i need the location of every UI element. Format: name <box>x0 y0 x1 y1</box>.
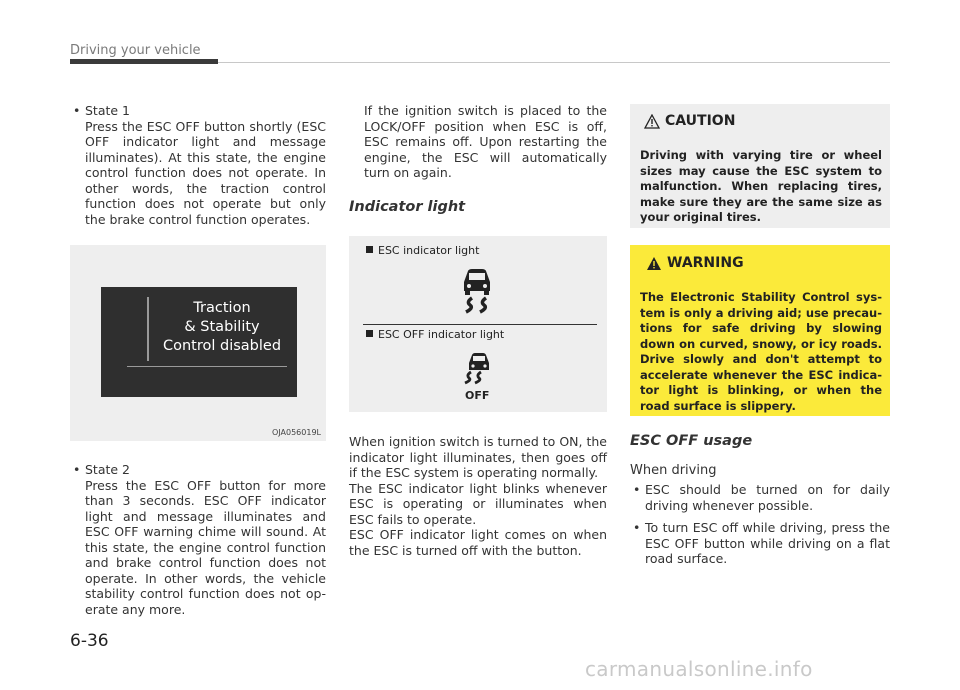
square-bullet-icon <box>366 246 373 253</box>
warning-heading <box>646 255 744 271</box>
warning-triangle-icon <box>644 114 660 129</box>
ignition-intro: If the ignition switch is placed to the LOCK/OFF position when ESC is off, ESC remains off. Upon restarting the engine, the ESC will automatically turn on again. <box>364 103 607 180</box>
header-rule <box>218 62 890 63</box>
figure-esc-off-message <box>70 245 326 441</box>
figure-separator <box>363 324 597 325</box>
when-driving-subtitle: When driving <box>630 462 717 478</box>
state2-item <box>70 462 326 617</box>
caution-heading <box>644 113 735 129</box>
display-line-2: & Stability <box>184 319 260 335</box>
display-divider <box>147 297 149 361</box>
display-message <box>157 299 287 356</box>
esc-off-indicator-label: ESC OFF indicator light <box>366 328 504 341</box>
display-underline <box>127 366 287 367</box>
state1-title: • State 1 <box>85 103 131 118</box>
cluster-display <box>101 287 297 397</box>
indicator-description <box>349 434 607 558</box>
caution-box <box>630 104 890 228</box>
state1-text: Press the ESC OFF button shortly (ESC OFF indicator light and message illuminates). At this state, the engine control function does not operate. In other words, the traction control function does not operate but only the brake control function operates. <box>85 118 326 227</box>
esc-indicator-label: ESC indicator light <box>366 244 479 257</box>
column-left-lower <box>70 462 326 617</box>
esc-off-usage-section <box>630 434 890 567</box>
state2-title: • State 2 <box>85 462 131 477</box>
off-label: OFF <box>465 389 490 402</box>
indicator-light-title: Indicator light <box>349 199 466 215</box>
header-bar <box>70 59 218 64</box>
warning-text: The Electronic Stability Control sys-tem is only a driving aid; use precau-tions for safe driving by slowing down on curved, snowy, or icy roads. Drive slowly and don't attempt to accelerate whenever the ESC indica-tor light is blinking, or when the road surface is slippery. <box>640 290 882 413</box>
state1-item <box>70 103 326 227</box>
display-line-3: Control disabled <box>162 338 282 354</box>
indicator-para-2: The ESC indicator light blinks whenever ESC is operating or illuminates when ESC fails to operate. <box>349 480 607 527</box>
indicator-heading-wrap <box>349 200 607 216</box>
column-left <box>70 103 326 227</box>
indicator-para-1: When ignition switch is turned to ON, the indicator light illuminates, then goes off if the ESC system is operating normally. <box>349 434 607 480</box>
page-number: 6-36 <box>70 631 109 651</box>
esc-off-usage-title: ESC OFF usage <box>630 433 753 449</box>
figure-code: OJA056019L <box>272 428 321 437</box>
usage-bullet-1: • ESC should be turned on for daily driving whenever possible. <box>630 482 890 513</box>
warning-triangle-icon <box>646 256 662 271</box>
figure-indicator-lights <box>349 236 607 412</box>
column-middle <box>349 103 607 181</box>
indicator-para-3: ESC OFF indicator light comes on when the ESC is turned off with the button. <box>349 527 607 558</box>
esc-off-indicator-icon <box>457 348 497 388</box>
usage-bullet-2: • To turn ESC off while driving, press the ESC OFF button while driving on a flat road surface. <box>630 520 890 567</box>
warning-box <box>630 245 890 416</box>
watermark: carmanualsonline.info <box>585 657 813 681</box>
section-header: Driving your vehicle <box>70 43 201 58</box>
state2-text: Press the ESC OFF button for more than 3 seconds. ESC OFF indicator light and message illuminates and ESC OFF warning chime will sound. At this state, the engine control function and brake control function does not operate. In other words, the vehicle stability control function does not op-erate any more. <box>85 477 326 617</box>
caution-title: CAUTION <box>665 113 736 129</box>
esc-indicator-icon <box>454 262 498 314</box>
caution-text: Driving with varying tire or wheel sizes may cause the ESC system to malfunction. When replacing tires, make sure they are the same size as your original tires. <box>640 148 882 224</box>
display-line-1: Traction <box>193 300 251 316</box>
warning-title: WARNING <box>667 255 744 271</box>
square-bullet-icon <box>366 330 373 337</box>
